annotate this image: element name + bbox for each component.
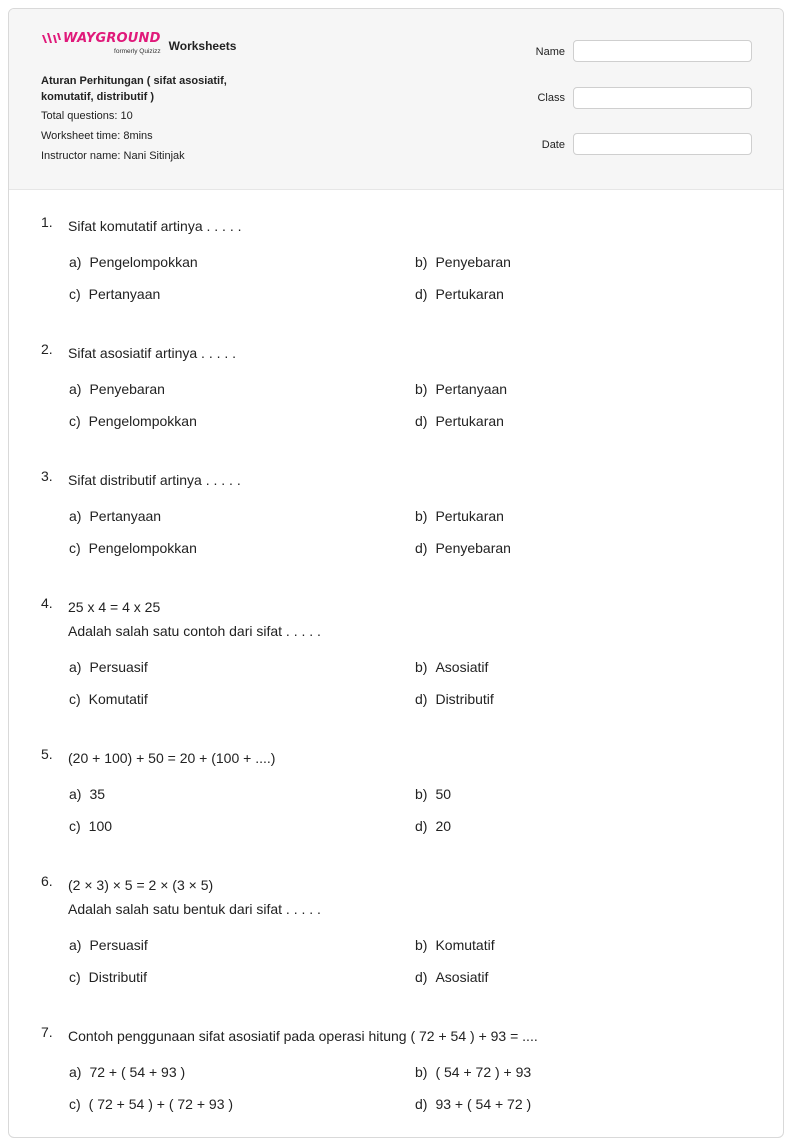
- class-field[interactable]: [573, 87, 752, 109]
- date-label: Date: [541, 139, 565, 151]
- question-line: 25 x 4 = 4 x 25: [68, 599, 161, 615]
- name-label: Name: [535, 46, 565, 58]
- option-letter: c): [69, 413, 81, 429]
- question-line: Sifat distributif artinya . . . . .: [68, 472, 241, 488]
- option-text: 20: [435, 818, 452, 834]
- option-text: Pertukaran: [435, 508, 504, 524]
- answer-option: [69, 508, 161, 524]
- option-text: Pengelompokkan: [89, 254, 198, 270]
- option-letter: c): [69, 969, 81, 985]
- question-text: [68, 214, 242, 238]
- option-letter: d): [415, 413, 428, 429]
- answer-option: [69, 1064, 185, 1080]
- answer-option: [69, 540, 197, 556]
- option-text: 72 + ( 54 + 93 ): [89, 1064, 186, 1080]
- answer-option: [415, 413, 504, 429]
- option-letter: b): [415, 1064, 428, 1080]
- answer-option: [415, 1096, 531, 1112]
- brand-mark: [41, 31, 161, 55]
- question-line: Sifat asosiatif artinya . . . . .: [68, 345, 237, 361]
- product-name: Worksheets: [168, 39, 237, 53]
- option-text: Persuasif: [89, 659, 148, 675]
- option-letter: c): [69, 818, 81, 834]
- option-text: Pertukaran: [435, 286, 504, 302]
- brand-name: WAYGROUND: [63, 31, 161, 46]
- option-letter: d): [415, 286, 428, 302]
- question-text: [68, 1024, 538, 1048]
- answer-option: [69, 286, 160, 302]
- class-label: Class: [537, 92, 565, 104]
- option-text: Penyebaran: [435, 540, 511, 556]
- question-number: 1.: [41, 214, 53, 230]
- option-letter: a): [69, 937, 82, 953]
- option-letter: b): [415, 937, 428, 953]
- instructor-name: Instructor name: Nani Sitinjak: [41, 150, 185, 162]
- option-letter: a): [69, 659, 82, 675]
- worksheet-title: Aturan Perhitungan ( sifat asosiatif, komutatif, distributif ): [41, 75, 227, 103]
- answer-option: [415, 254, 511, 270]
- option-text: 35: [89, 786, 106, 802]
- option-letter: d): [415, 818, 428, 834]
- option-letter: b): [415, 254, 428, 270]
- option-letter: c): [69, 540, 81, 556]
- option-letter: c): [69, 1096, 81, 1112]
- option-letter: d): [415, 540, 428, 556]
- option-text: Penyebaran: [435, 254, 511, 270]
- answer-option: [415, 508, 504, 524]
- answer-option: [69, 381, 165, 397]
- date-field[interactable]: [573, 133, 752, 155]
- brand-logo: [41, 31, 236, 55]
- option-letter: a): [69, 381, 82, 397]
- option-text: 93 + ( 54 + 72 ): [435, 1096, 532, 1112]
- answer-option: [69, 1096, 233, 1112]
- question-number: 4.: [41, 595, 53, 611]
- option-letter: d): [415, 691, 428, 707]
- answer-option: [69, 969, 147, 985]
- worksheet-page: [8, 8, 784, 1138]
- question-line: (2 × 3) × 5 = 2 × (3 × 5): [68, 877, 214, 893]
- question-line: Sifat komutatif artinya . . . . .: [68, 218, 242, 234]
- answer-option: [69, 254, 198, 270]
- answer-option: [415, 540, 511, 556]
- option-text: Distributif: [435, 691, 494, 707]
- answer-option: [415, 1064, 531, 1080]
- answer-option: [415, 659, 488, 675]
- option-text: Asosiatif: [435, 969, 489, 985]
- answer-option: [415, 286, 504, 302]
- question-text: [68, 873, 321, 921]
- question-number: 7.: [41, 1024, 53, 1040]
- option-text: Komutatif: [435, 937, 495, 953]
- answer-option: [69, 786, 105, 802]
- answer-option: [69, 659, 148, 675]
- option-text: Distributif: [88, 969, 148, 985]
- question-line: Adalah salah satu contoh dari sifat . . . . .: [68, 623, 321, 639]
- option-text: 100: [88, 818, 113, 834]
- option-letter: b): [415, 659, 428, 675]
- question-number: 3.: [41, 468, 53, 484]
- option-letter: a): [69, 786, 82, 802]
- option-letter: b): [415, 786, 428, 802]
- option-letter: d): [415, 1096, 428, 1112]
- question-number: 6.: [41, 873, 53, 889]
- option-text: Pertanyaan: [435, 381, 508, 397]
- question-line: Adalah salah satu bentuk dari sifat . . . . .: [68, 901, 321, 917]
- option-text: Pertanyaan: [88, 286, 161, 302]
- answer-option: [69, 691, 148, 707]
- option-text: 50: [435, 786, 452, 802]
- option-text: Penyebaran: [89, 381, 165, 397]
- answer-option: [69, 937, 148, 953]
- answer-option: [69, 413, 197, 429]
- option-text: Pengelompokkan: [88, 413, 197, 429]
- wayground-logo-icon: [41, 32, 61, 45]
- answer-option: [415, 937, 495, 953]
- answer-option: [415, 818, 451, 834]
- answer-option: [69, 818, 112, 834]
- question-line: Contoh penggunaan sifat asosiatif pada operasi hitung ( 72 + 54 ) + 93 = ....: [68, 1028, 538, 1044]
- answer-option: [415, 786, 451, 802]
- total-questions: Total questions: 10: [41, 110, 133, 122]
- option-letter: b): [415, 508, 428, 524]
- option-letter: c): [69, 286, 81, 302]
- name-field[interactable]: [573, 40, 752, 62]
- option-letter: a): [69, 1064, 82, 1080]
- answer-option: [415, 381, 507, 397]
- option-text: Pertukaran: [435, 413, 504, 429]
- question-line: (20 + 100) + 50 = 20 + (100 + ....): [68, 750, 276, 766]
- question-text: [68, 595, 321, 643]
- question-text: [68, 341, 236, 365]
- answer-option: [415, 969, 488, 985]
- option-text: ( 54 + 72 ) + 93: [435, 1064, 532, 1080]
- question-text: [68, 746, 275, 770]
- option-text: Asosiatif: [435, 659, 489, 675]
- option-text: ( 72 + 54 ) + ( 72 + 93 ): [88, 1096, 234, 1112]
- option-letter: c): [69, 691, 81, 707]
- worksheet-time: Worksheet time: 8mins: [41, 130, 153, 142]
- option-text: Persuasif: [89, 937, 148, 953]
- option-text: Komutatif: [88, 691, 148, 707]
- question-number: 2.: [41, 341, 53, 357]
- question-number: 5.: [41, 746, 53, 762]
- option-letter: d): [415, 969, 428, 985]
- option-letter: a): [69, 508, 82, 524]
- option-text: Pertanyaan: [89, 508, 162, 524]
- worksheet-header: [9, 9, 783, 190]
- option-letter: b): [415, 381, 428, 397]
- question-text: [68, 468, 241, 492]
- brand-subtitle: formerly Quizizz: [114, 48, 161, 55]
- answer-option: [415, 691, 494, 707]
- option-text: Pengelompokkan: [88, 540, 197, 556]
- option-letter: a): [69, 254, 82, 270]
